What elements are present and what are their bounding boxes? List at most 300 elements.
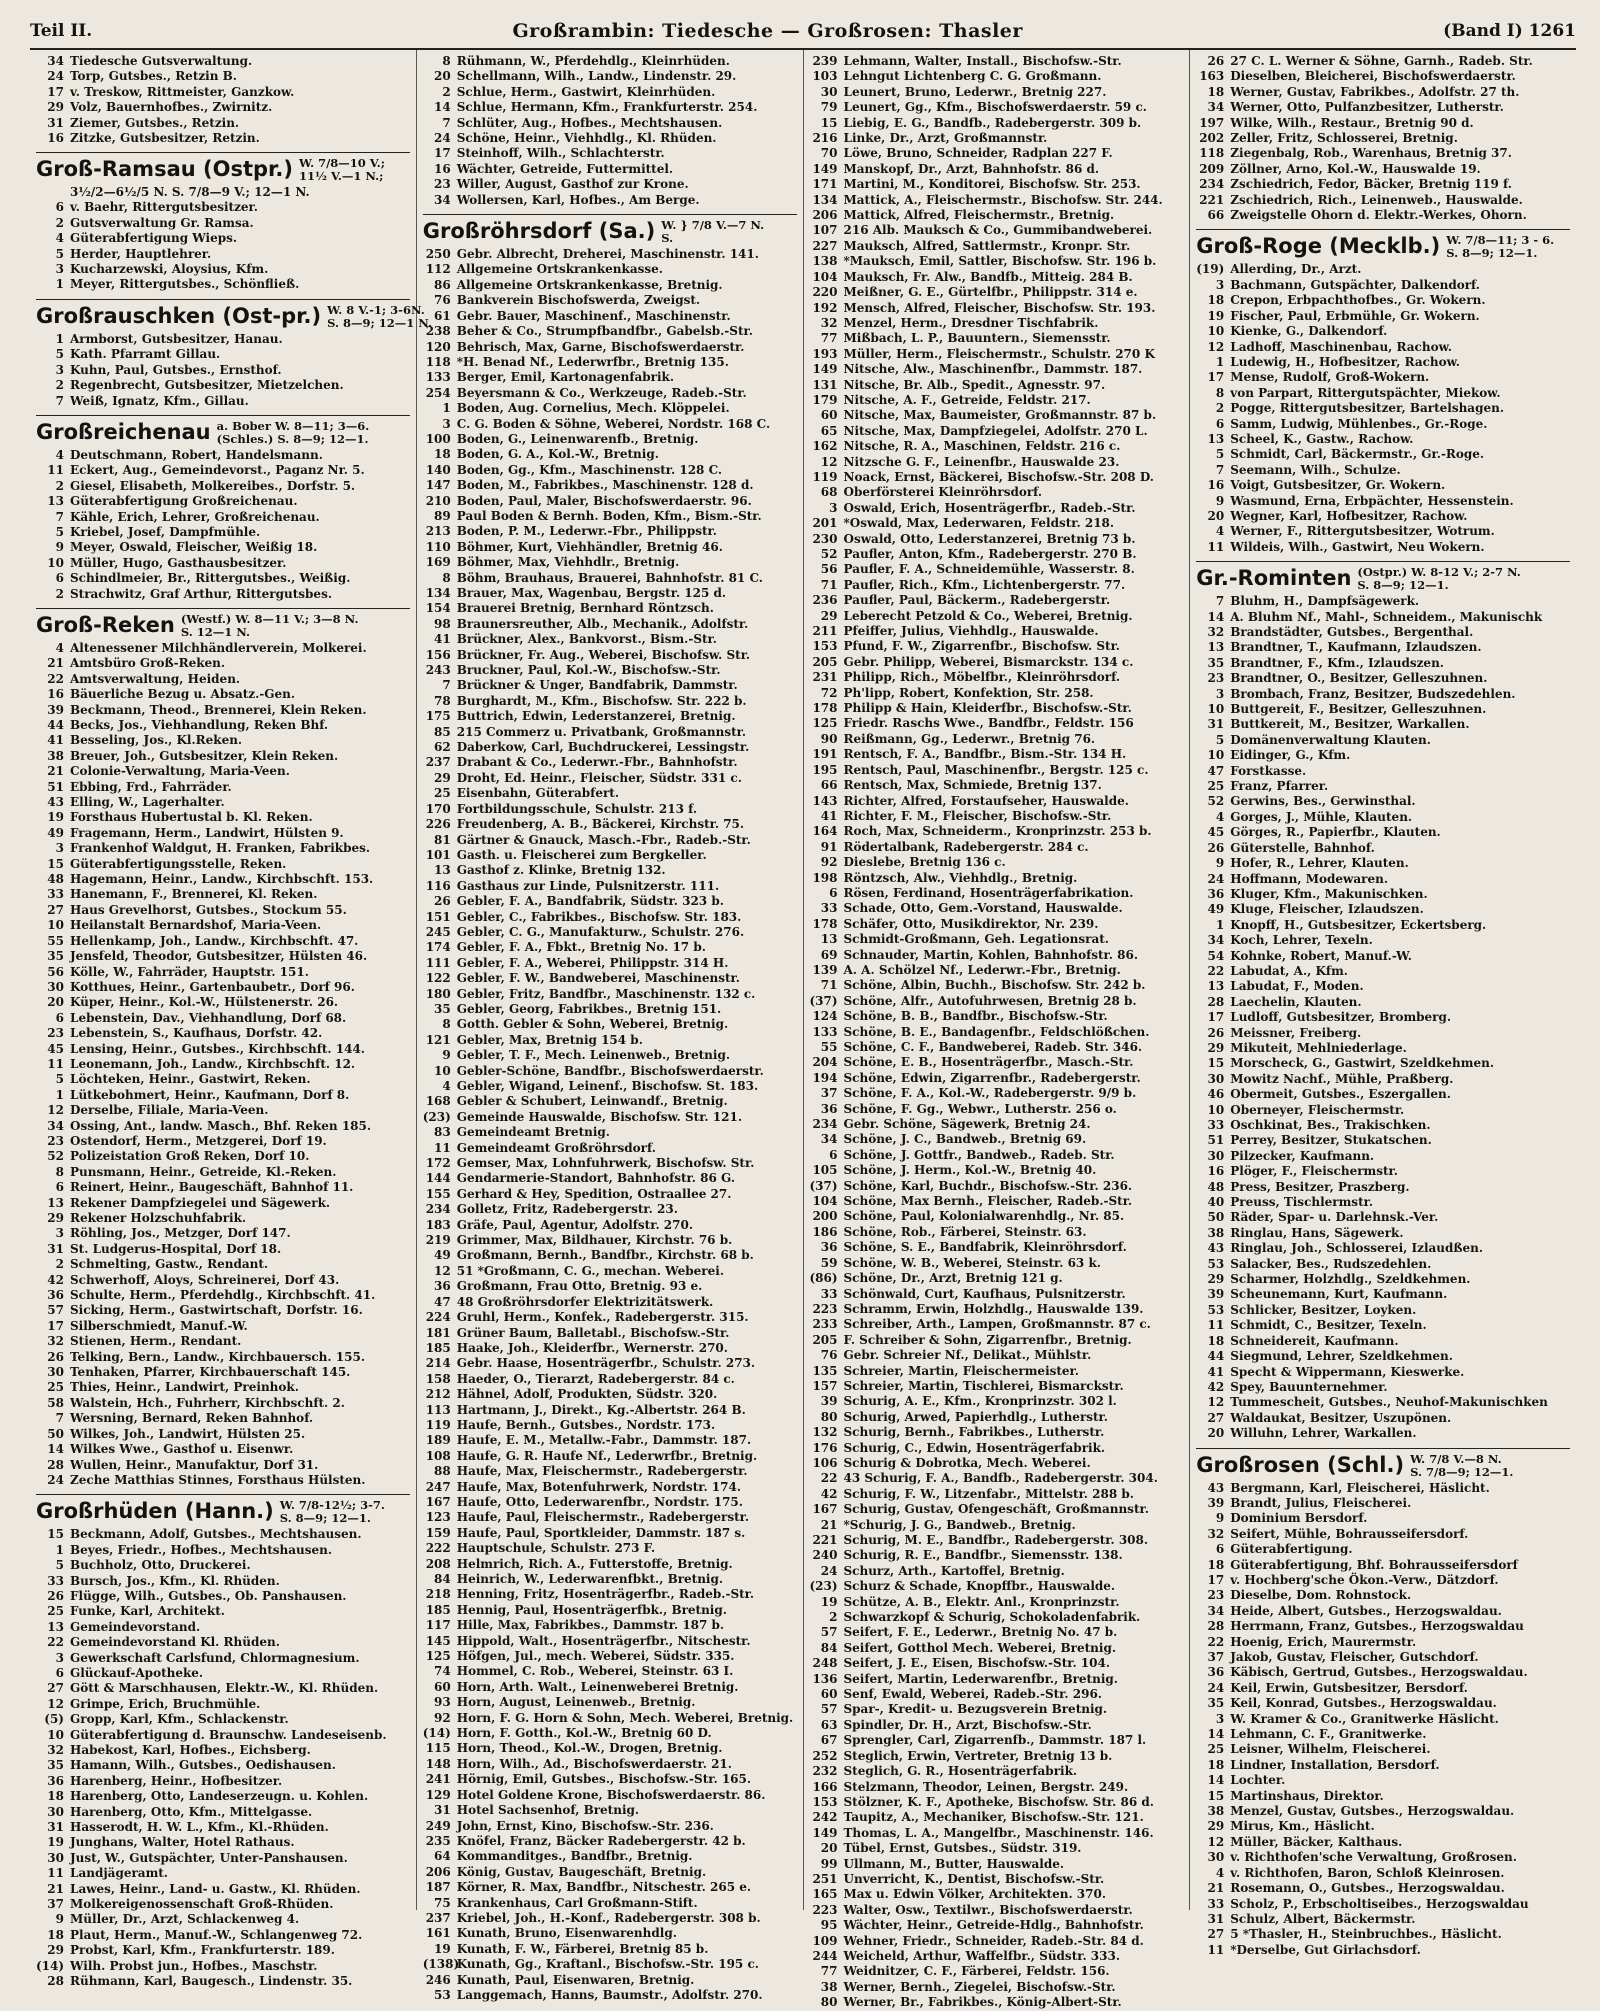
directory-entry <box>1196 1056 1570 1071</box>
phone-number: 26 <box>1207 1025 1225 1040</box>
subscriber-name: Dieselbe, Dom. Rohnstock. <box>1230 1588 1412 1603</box>
subscriber-name: Schöne, J. Gottfr., Bandweb., Radeb. Str. <box>843 1147 1115 1162</box>
phone-number: 223 <box>812 1301 838 1316</box>
column-4 <box>1190 50 1576 1957</box>
subscriber-name: Deutschmann, Robert, Handelsmann. <box>70 447 323 462</box>
phone-number: 8 <box>442 570 451 585</box>
phone-number: 5 <box>1215 447 1225 462</box>
phone-number: 10 <box>434 1063 451 1078</box>
directory-entry <box>1196 100 1570 115</box>
directory-entry <box>810 1025 1184 1040</box>
subscriber-name: Buchholz, Otto, Druckerei. <box>70 1558 251 1573</box>
subscriber-name: Lehmann, Walter, Install., Bischofsw.-Str. <box>843 54 1122 68</box>
directory-entry <box>36 463 410 478</box>
directory-entry <box>423 1064 797 1079</box>
directory-entry <box>1196 1527 1570 1542</box>
subscriber-name: Großmann, Frau Otto, Bretnig. 93 e. <box>456 1279 703 1294</box>
directory-entry <box>1196 702 1570 717</box>
phone-number: 13 <box>1207 979 1225 994</box>
phone-number: 7 <box>1215 462 1225 477</box>
subscriber-name: Schreier, Martin, Fleischermeister. <box>843 1363 1079 1378</box>
phone-number: 12 <box>434 1263 451 1278</box>
phone-number: 17 <box>47 1318 64 1333</box>
directory-entry <box>1196 386 1570 401</box>
directory-entry <box>36 1666 410 1681</box>
directory-entry <box>1196 687 1570 702</box>
directory-entry <box>810 1132 1184 1147</box>
office-hours-line: W. 7/8 V.—8 N. <box>1410 1451 1502 1466</box>
phone-number: 89 <box>434 508 451 523</box>
subscriber-name: Zöllner, Arno, Kol.-W., Hauswalde 19. <box>1230 161 1481 176</box>
subscriber-name: Röhling, Jos., Metzger, Dorf 147. <box>70 1226 291 1241</box>
directory-entry <box>423 1942 797 1957</box>
subscriber-name: Boden, M., Fabrikbes., Maschinenstr. 128 d. <box>456 478 754 493</box>
directory-entry <box>810 1179 1184 1194</box>
subscriber-name: Obermeit, Gutsbes., Eszergallen. <box>1230 1087 1451 1102</box>
subscriber-name: Paufler, F. A., Schneidemühle, Wasserstr. 8. <box>843 562 1135 577</box>
subscriber-name: Löwe, Bruno, Schneider, Radplan 227 F. <box>843 146 1113 161</box>
subscriber-name: Tiedesche Gutsverwaltung. <box>70 54 253 68</box>
place-name: Großreichenau <box>36 419 211 444</box>
phone-number: 3 <box>442 416 451 431</box>
phone-number: 205 <box>812 654 838 669</box>
directory-entry <box>423 1803 797 1818</box>
phone-number: 24 <box>434 131 451 146</box>
phone-number: 172 <box>425 1156 451 1171</box>
subscriber-name: Perrey, Besitzer, Stukatschen. <box>1230 1133 1432 1148</box>
subscriber-name: Plöger, F., Fleischermstr. <box>1230 1164 1398 1179</box>
phone-number: 7 <box>1215 594 1225 609</box>
subscriber-name: Jensfeld, Theodor, Gutsbesitzer, Hülsten 46. <box>70 949 368 964</box>
subscriber-name: Horn, Theod., Kol.-W., Drogen, Bretnig. <box>456 1741 723 1756</box>
directory-entry <box>36 1226 410 1241</box>
column-2 <box>417 50 804 2002</box>
subscriber-name: Schindlmeier, Br., Rittergutsbes., Weißig. <box>70 571 351 586</box>
directory-entry <box>810 948 1184 963</box>
phone-number: 254 <box>425 385 451 400</box>
subscriber-name: Seifert, J. E., Eisen, Bischofsw.-Str. 104. <box>843 1656 1111 1671</box>
subscriber-name: Kunath, Gg., Kraftanl., Bischofsw.-Str. 195 c. <box>456 1957 759 1972</box>
phone-number: 2 <box>1215 401 1225 416</box>
directory-entry <box>810 1579 1184 1594</box>
subscriber-name: Hamann, Wilh., Gutsbes., Oedishausen. <box>70 1758 336 1773</box>
subscriber-name: Güterstelle, Bahnhof. <box>1230 840 1375 855</box>
directory-entry <box>1196 1927 1570 1942</box>
phone-number: 99 <box>820 1856 838 1871</box>
subscriber-name: Schlüter, Aug., Hofbes., Mechtshausen. <box>456 115 723 130</box>
directory-entry <box>423 69 797 84</box>
phone-number: 138 <box>812 254 838 269</box>
directory-entry <box>1196 610 1570 625</box>
directory-entry <box>810 855 1184 870</box>
directory-entry <box>423 971 797 986</box>
phone-number: 43 <box>1207 1241 1225 1256</box>
subscriber-name: Gebler, F. A., Weberei, Philippstr. 314 H. <box>456 955 729 970</box>
subscriber-name: Fragemann, Herm., Landwirt, Hülsten 9. <box>70 825 344 840</box>
phone-number: 145 <box>425 1633 451 1648</box>
phone-number: (23) <box>422 1109 451 1124</box>
subscriber-name: Beyersmann & Co., Werkzeuge, Radeb.-Str. <box>456 385 747 400</box>
subscriber-name: Haufe, Max, Fleischermstr., Radebergerstr. <box>456 1464 748 1479</box>
subscriber-name: Rühmann, W., Pferdehdlg., Kleinrhüden. <box>456 54 730 68</box>
phone-number: 38 <box>1207 1225 1225 1240</box>
phone-number: 34 <box>820 1132 838 1147</box>
phone-number: 30 <box>820 84 838 99</box>
subscriber-name: Krankenhaus, Carl Großmann-Stift. <box>456 1895 698 1910</box>
phone-number: 9 <box>1215 856 1225 871</box>
subscriber-name: Dieselben, Bleicherei, Bischofswerdaerstr. <box>1230 69 1516 84</box>
phone-number: 30 <box>47 1804 64 1819</box>
directory-entry <box>1196 1318 1570 1333</box>
directory-entry <box>810 1487 1184 1502</box>
directory-entry <box>36 718 410 733</box>
subscriber-name: Kluge, Fleischer, Izlaudszen. <box>1230 902 1424 917</box>
directory-entry <box>1196 432 1570 447</box>
subscriber-name: Schöne, W. B., Weberei, Steinstr. 63 k. <box>843 1255 1101 1270</box>
subscriber-name: Mauksch, Alfred, Sattlermstr., Kronpr. Str. <box>843 238 1131 253</box>
phone-number: 92 <box>820 855 838 870</box>
subscriber-name: Heilanstalt Bernardshof, Maria-Veen. <box>70 918 322 933</box>
phone-number: 245 <box>425 924 451 939</box>
directory-entry <box>1196 656 1570 671</box>
phone-number: 181 <box>425 1325 451 1340</box>
directory-entry <box>423 940 797 955</box>
subscriber-name: Boden, P. M., Lederwr.-Fbr., Philippstr. <box>456 524 717 539</box>
directory-entry <box>810 1656 1184 1671</box>
directory-entry <box>1196 278 1570 293</box>
directory-entry <box>1196 1365 1570 1380</box>
phone-number: 26 <box>1207 54 1225 68</box>
subscriber-name: Kotthues, Heinr., Gartenbaubetr., Dorf 96. <box>70 979 355 994</box>
phone-number: 5 <box>55 246 64 261</box>
phone-number: 33 <box>1207 1118 1225 1132</box>
directory-entry <box>36 85 410 100</box>
subscriber-name: Schulz, Albert, Bäckermstr. <box>1230 1911 1416 1926</box>
subscriber-name: Leunert, Gg., Kfm., Bischofswerdaerstr. 59 c. <box>843 100 1147 115</box>
phone-number: 38 <box>47 748 64 763</box>
subscriber-name: Scheel, K., Gastw., Rachow. <box>1230 431 1414 446</box>
phone-number: 41 <box>820 808 838 823</box>
directory-entry <box>810 1148 1184 1163</box>
phone-number: 30 <box>1207 1148 1225 1163</box>
subscriber-name: 27 C. L. Werner & Söhne, Garnh., Radeb. Str. <box>1230 54 1533 68</box>
subscriber-name: Gotth. Gebler & Sohn, Weberei, Bretnig. <box>456 1017 729 1032</box>
directory-entry <box>423 1973 797 1988</box>
subscriber-name: Bergmann, Karl, Fleischerei, Häslicht. <box>1230 1480 1490 1495</box>
directory-entry <box>36 656 410 671</box>
phone-number: 10 <box>47 1727 64 1742</box>
directory-entry <box>810 932 1184 947</box>
directory-entry <box>810 1009 1184 1024</box>
subscriber-name: Paul Boden & Bernh. Boden, Kfm., Bism.-Str. <box>456 508 762 523</box>
phone-number: 57 <box>820 1702 838 1717</box>
directory-entry <box>810 655 1184 670</box>
phone-number: (138) <box>422 1957 460 1972</box>
subscriber-name: Henning, Fritz, Hosenträgerfbr., Radeb.-Str. <box>456 1587 755 1602</box>
directory-entry <box>423 1202 797 1217</box>
directory-entry <box>423 1326 797 1341</box>
place-heading <box>1196 1448 1570 1481</box>
subscriber-name: Salacker, Bes., Rudszedehlen. <box>1230 1256 1432 1271</box>
subscriber-name: Kommanditges., Bandfbr., Bretnig. <box>456 1849 693 1864</box>
phone-number: 204 <box>812 1055 838 1070</box>
phone-number: (5) <box>44 1712 64 1727</box>
subscriber-name: Schöne, S. E., Bandfabrik, Kleinröhrsdorf. <box>843 1240 1127 1255</box>
directory-entry <box>1196 1742 1570 1757</box>
directory-entry <box>1196 717 1570 732</box>
subscriber-name: Müller, Herm., Fleischermstr., Schulstr. 270 K <box>843 346 1155 361</box>
phone-number: 12 <box>820 454 838 469</box>
subscriber-name: Schöne, E. B., Hosenträgerfbr., Masch.-Str. <box>843 1055 1134 1070</box>
subscriber-name: Güterabfertigung, Bhf. Bohrausseifersdorf <box>1230 1557 1518 1572</box>
subscriber-name: 216 Alb. Mauksch & Co., Gummibandweberei. <box>843 223 1153 238</box>
phone-number: 6 <box>829 1147 838 1162</box>
phone-number: 14 <box>1207 1773 1225 1788</box>
directory-entry <box>36 733 410 748</box>
phone-number: 147 <box>425 478 451 493</box>
subscriber-name: Brauer, Max, Wagenbau, Bergstr. 125 d. <box>456 586 727 600</box>
subscriber-name: Gebler-Schöne, Bandfbr., Bischofswerdaerstr. <box>456 1063 764 1078</box>
phone-number: 15 <box>1207 1056 1225 1071</box>
phone-number: 110 <box>425 539 451 554</box>
subscriber-name: 5 *Thasler, H., Steinbruchbes., Häslicht. <box>1230 1927 1502 1942</box>
directory-entry <box>423 1495 797 1510</box>
directory-entry <box>1196 1287 1570 1302</box>
directory-entry <box>810 1379 1184 1394</box>
subscriber-name: Schurz, Arth., Kartoffel, Bretnig. <box>843 1563 1065 1578</box>
subscriber-name: Hennig, Paul, Hosenträgerfbk., Bretnig. <box>456 1602 727 1617</box>
directory-entry <box>810 1810 1184 1825</box>
directory-entry <box>423 894 797 909</box>
phone-number: 21 <box>47 656 64 671</box>
subscriber-name: Koch, Lehrer, Texeln. <box>1230 933 1373 948</box>
subscriber-name: Herrmann, Franz, Gutsbes., Herzogswaldau <box>1230 1619 1524 1634</box>
directory-entry <box>810 1857 1184 1872</box>
subscriber-name: Besseling, Jos., Kl.Reken. <box>70 733 243 748</box>
directory-entry <box>423 1865 797 1880</box>
phone-number: 139 <box>812 962 838 977</box>
subscriber-name: Kath. Pfarramt Gillau. <box>70 347 221 362</box>
directory-entry <box>423 401 797 416</box>
phone-number: 24 <box>1207 1680 1225 1695</box>
directory-entry <box>810 69 1184 84</box>
subscriber-name: Weiß, Ignatz, Kfm., Gillau. <box>70 393 249 408</box>
phone-number: 33 <box>47 887 64 902</box>
directory-entry <box>1196 177 1570 192</box>
directory-entry <box>36 247 410 262</box>
phone-number: 36 <box>820 1101 838 1116</box>
place-name: Großrosen (Schl.) <box>1196 1452 1405 1477</box>
phone-number: 24 <box>47 69 64 84</box>
phone-number: 77 <box>820 1964 838 1979</box>
phone-number: 108 <box>425 1448 451 1463</box>
directory-entry <box>423 1911 797 1926</box>
subscriber-name: Rekener Holzschuhfabrik. <box>70 1211 247 1225</box>
directory-entry <box>810 1548 1184 1563</box>
directory-entry <box>36 641 410 656</box>
subscriber-name: Morscheck, G., Gastwirt, Szeldkehmen. <box>1230 1056 1495 1071</box>
phone-number: 168 <box>425 1094 451 1109</box>
directory-entry <box>1196 54 1570 69</box>
directory-entry <box>423 162 797 177</box>
office-hours <box>280 1499 385 1525</box>
directory-entry <box>423 1896 797 1911</box>
subscriber-name: Werner, Gustav, Fabrikbes., Adolfstr. 27 th. <box>1230 84 1520 99</box>
directory-entry <box>423 663 797 678</box>
directory-entry <box>423 1171 797 1186</box>
phone-number: 2 <box>55 378 64 393</box>
directory-entry <box>423 1772 797 1787</box>
directory-entry <box>810 670 1184 685</box>
subscriber-name: Mattick, A., Fleischermstr., Bischofsw. Str. 244. <box>843 192 1163 207</box>
phone-number: 21 <box>47 1881 64 1896</box>
phone-number: 214 <box>425 1356 451 1371</box>
directory-entry <box>810 1441 1184 1456</box>
phone-number: 10 <box>1207 702 1225 717</box>
place-name: Groß-Ramsau (Ostpr.) <box>36 157 293 182</box>
subscriber-name: Löchteken, Heinr., Gastwirt, Reken. <box>70 1072 311 1087</box>
place-heading <box>36 1494 410 1527</box>
subscriber-name: Bankverein Bischofswerda, Zweigst. <box>456 293 701 308</box>
directory-entry <box>810 1872 1184 1887</box>
phone-number: 6 <box>829 885 838 900</box>
directory-entry <box>423 1433 797 1448</box>
phone-number: 27 <box>1207 1927 1225 1942</box>
subscriber-name: Gemeindeamt Bretnig. <box>456 1125 610 1140</box>
directory-entry <box>36 1820 410 1835</box>
phone-number: 213 <box>425 524 451 539</box>
directory-entry <box>423 786 797 801</box>
phone-number: 9 <box>1215 493 1225 508</box>
phone-number: 25 <box>47 1604 64 1619</box>
phone-number: 43 <box>1207 1480 1225 1495</box>
directory-entry <box>810 1256 1184 1271</box>
phone-number: 4 <box>55 231 64 246</box>
phone-number: 35 <box>47 1758 64 1773</box>
directory-entry <box>423 1988 797 2003</box>
subscriber-name: Boden, Gg., Kfm., Maschinenstr. 128 C. <box>456 462 723 477</box>
subscriber-name: Labudat, F., Moden. <box>1230 979 1364 994</box>
phone-number: 71 <box>820 577 838 592</box>
phone-number: 201 <box>812 516 838 531</box>
phone-number: 124 <box>812 1009 838 1024</box>
directory-entry <box>1196 1897 1570 1912</box>
directory-entry <box>36 903 410 918</box>
phone-number: 13 <box>47 1619 64 1634</box>
directory-entry <box>36 995 410 1010</box>
phone-number: 2 <box>829 1610 838 1625</box>
directory-entry <box>36 749 410 764</box>
office-hours-line: W. 7/8—10 V.; <box>298 156 385 171</box>
phone-number: 167 <box>812 1502 838 1517</box>
phone-number: 35 <box>1207 655 1225 670</box>
directory-entry <box>423 386 797 401</box>
phone-number: 9 <box>55 540 64 555</box>
directory-entry <box>1196 594 1570 609</box>
subscriber-name: Frankenhof Waldgut, H. Franken, Fabrikbes. <box>70 841 371 856</box>
directory-entry <box>36 1473 410 1488</box>
phone-number: 80 <box>820 1409 838 1424</box>
directory-entry <box>1196 1349 1570 1364</box>
phone-number: 76 <box>820 1348 838 1363</box>
subscriber-name: Gebler, T. F., Mech. Leinenweb., Bretnig. <box>456 1048 731 1063</box>
directory-entry <box>810 116 1184 131</box>
subscriber-name: Hille, Max, Fabrikbes., Dammstr. 187 b. <box>456 1618 725 1633</box>
phone-number: 100 <box>425 431 451 446</box>
subscriber-name: Strachwitz, Graf Arthur, Rittergutsbes. <box>70 586 333 601</box>
phone-number: 221 <box>812 1533 838 1547</box>
directory-entry <box>36 216 410 231</box>
directory-entry <box>423 262 797 277</box>
phone-number: 193 <box>812 346 838 361</box>
directory-entry <box>423 1341 797 1356</box>
phone-number: 35 <box>47 949 64 964</box>
subscriber-name: Drabant & Co., Lederwr.-Fbr., Bahnhofstr. <box>456 755 738 770</box>
directory-entry <box>423 1695 797 1710</box>
directory-entry <box>1196 1696 1570 1711</box>
office-hours-line: W. 7/8—11; 3 - 6. <box>1446 233 1555 248</box>
subscriber-name: Ladhoff, Maschinenbau, Rachow. <box>1230 339 1452 354</box>
directory-entry <box>810 1595 1184 1610</box>
directory-entry <box>810 455 1184 470</box>
directory-entry <box>36 378 410 393</box>
directory-entry <box>36 587 410 602</box>
directory-entry <box>810 1317 1184 1332</box>
subscriber-name: Hotel Goldene Krone, Bischofswerdaerstr. 86. <box>456 1787 766 1802</box>
directory-entry <box>1196 262 1570 277</box>
phone-number: 18 <box>1207 84 1225 99</box>
subscriber-name: Zschiedrich, Fedor, Bäcker, Bretnig 119 f. <box>1230 177 1512 192</box>
directory-entry <box>36 1196 410 1211</box>
directory-entry <box>423 355 797 370</box>
phone-number: 18 <box>1207 1333 1225 1348</box>
subscriber-name: Hippold, Walt., Hosenträgerfbr., Nitschestr. <box>456 1633 751 1648</box>
office-hours-line: S. 8—9; 12—1. <box>1357 578 1449 593</box>
phone-number: 53 <box>434 1987 451 2002</box>
phone-number: 4 <box>1215 1865 1225 1880</box>
directory-entry <box>36 1866 410 1881</box>
directory-entry <box>423 1233 797 1248</box>
subscriber-name: Schlue, Hermann, Kfm., Frankfurterstr. 254. <box>456 100 758 115</box>
phone-number: 6 <box>1215 1542 1225 1557</box>
subscriber-name: Kunath, F. W., Färberei, Bretnig 85 b. <box>456 1941 709 1956</box>
subscriber-name: Allgemeine Ortskrankenkasse. <box>456 262 663 277</box>
phone-number: 241 <box>425 1772 451 1787</box>
phone-number: 57 <box>47 1303 64 1318</box>
subscriber-name: Spindler, Dr. H., Arzt, Bischofsw.-Str. <box>843 1717 1092 1732</box>
phone-number: 19 <box>47 810 64 825</box>
subscriber-name: v. Richthofen, Baron, Schloß Kleinrosen. <box>1230 1865 1505 1880</box>
subscriber-name: Boden, Paul, Maler, Bischofswerdaerstr. 96. <box>456 493 752 508</box>
directory-entry <box>810 763 1184 778</box>
directory-entry <box>1196 1804 1570 1819</box>
subscriber-name: von Parpart, Rittergutspächter, Miekow. <box>1230 385 1501 400</box>
directory-entry <box>1196 1133 1570 1148</box>
subscriber-name: Menzel, Gustav, Gutsbes., Herzogswaldau. <box>1230 1804 1515 1819</box>
subscriber-name: Schöne, B. E., Bandagenfbr., Feldschlößchen. <box>843 1024 1150 1039</box>
subscriber-name: Pfeiffer, Julius, Viehhdlg., Hauswalde. <box>843 624 1099 639</box>
phone-number: 14 <box>47 1442 64 1457</box>
subscriber-name: Eidinger, G., Kfm. <box>1230 748 1351 763</box>
subscriber-name: Sprengler, Carl, Zigarrenfb., Dammstr. 187 l. <box>843 1733 1147 1748</box>
phone-number: 92 <box>434 1710 451 1725</box>
phone-number: 10 <box>1207 1102 1225 1117</box>
phone-number: 13 <box>1207 640 1225 655</box>
phone-number: 211 <box>812 624 838 639</box>
directory-entry <box>810 1287 1184 1302</box>
subscriber-name: Hommel, C. Rob., Weberei, Steinstr. 63 I. <box>456 1664 734 1679</box>
place-name: Groß-Roge (Mecklb.) <box>1196 234 1441 259</box>
